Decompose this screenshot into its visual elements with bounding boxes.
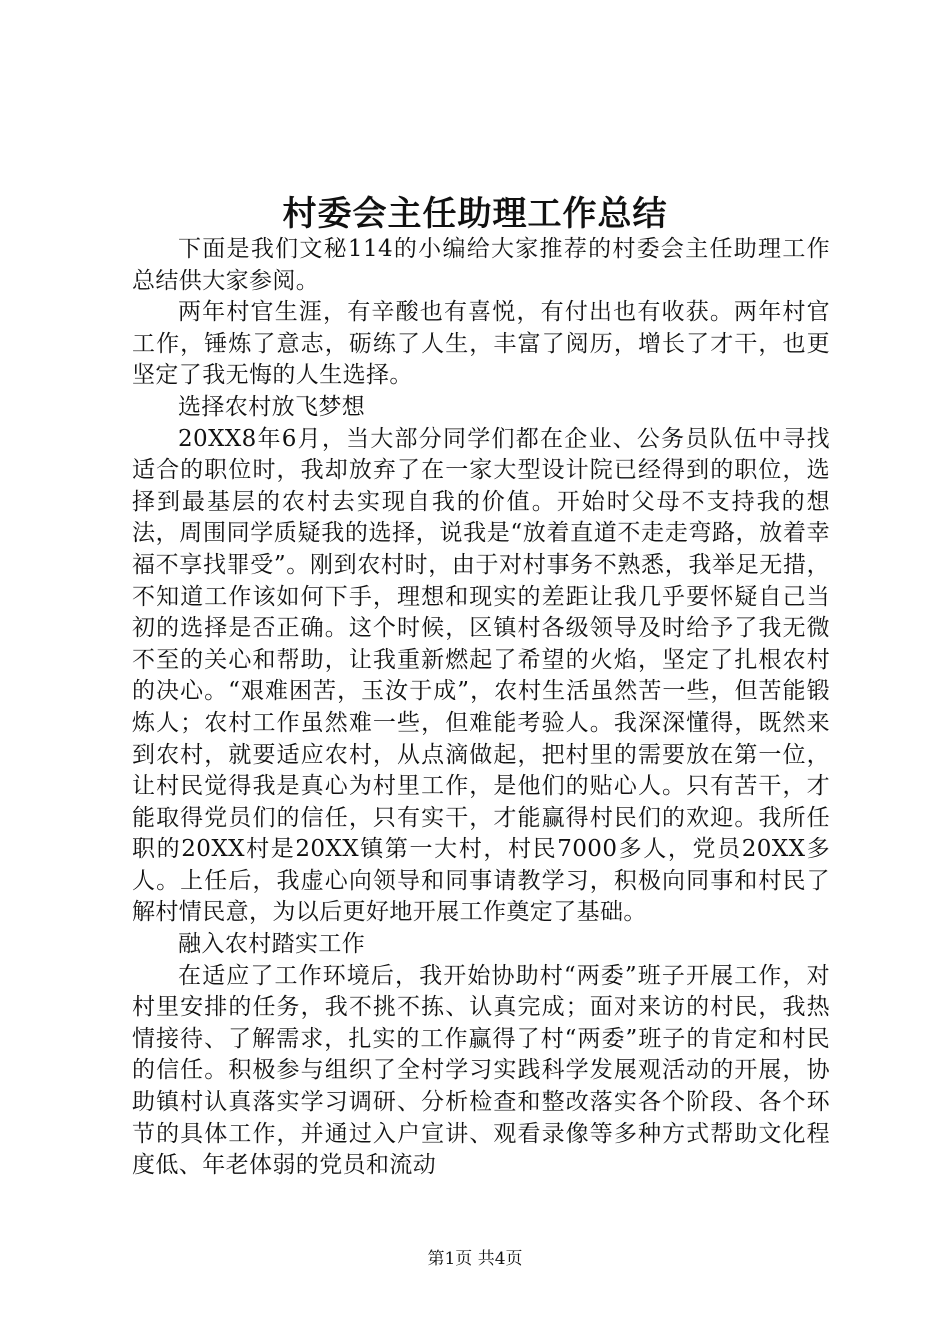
section-heading-integrate-work: 融入农村踏实工作 bbox=[178, 931, 366, 958]
section-heading-choose-countryside: 选择农村放飞梦想 bbox=[178, 393, 366, 420]
summary-paragraph: 两年村官生涯，有辛酸也有喜悦，有付出也有收获。两年村官工作，锤炼了意志，砺练了人生，丰富了阅历，增长了才干，也更坚定了我无悔的人生选择。 bbox=[132, 299, 830, 389]
document-title: 村委会主任助理工作总结 bbox=[282, 194, 668, 234]
intro-paragraph: 下面是我们文秘114的小编给大家推荐的村委会主任助理工作总结供大家参阅。 bbox=[132, 236, 830, 294]
section-paragraph-choose-countryside: 20XX8年6月，当大部分同学们都在企业、公务员队伍中寻找适合的职位时，我却放弃了在一家大型设计院已经得到的职位，选择到最基层的农村去实现自我的价值。开始时父母不支持我的想法，周围同学质疑我的选择，说我是“放着直道不走走弯路，放着幸福不享找罪受”。刚到农村时，由于对村事务不熟悉，我举足无措，不知道工作该如何下手，理想和现实的差距让我几乎要怀疑自己当初的选择是否正确。这个时候，区镇村各级领导及时给予了我无微不至的关心和帮助，让我重新燃起了希望的火焰，坚定了扎根农村的决心。“艰难困苦，玉汝于成”，农村生活虽然苦一些，但苦能锻炼人；农村工作虽然难一些，但难能考验人。我深深懂得，既然来到农村，就要适应农村，从点滴做起，把村里的需要放在第一位，让村民觉得我是真心为村里工作，是他们的贴心人。只有苦干，才能取得党员们的信任，只有实干，才能赢得村民们的欢迎。我所任职的20XX村是20XX镇第一大村，村民7000多人，党员20XX多人。上任后，我虚心向领导和同事请教学习，积极向同事和村民了解村情民意，为以后更好地开展工作奠定了基础。 bbox=[132, 425, 830, 926]
page-number-footer: 第1页 共4页 bbox=[427, 1249, 523, 1269]
section-paragraph-integrate-work: 在适应了工作环境后，我开始协助村“两委”班子开展工作，对村里安排的任务，我不挑不拣、认真完成；面对来访的村民，我热情接待、了解需求，扎实的工作赢得了村“两委”班子的肯定和村民的信任。积极参与组织了全村学习实践科学发展观活动的开展，协助镇村认真落实学习调研、分析检查和整改落实各个阶段、各个环节的具体工作，并通过入户宣讲、观看录像等多种方式帮助文化程度低、年老体弱的党员和流动 bbox=[132, 962, 830, 1179]
document-body bbox=[132, 234, 830, 1182]
